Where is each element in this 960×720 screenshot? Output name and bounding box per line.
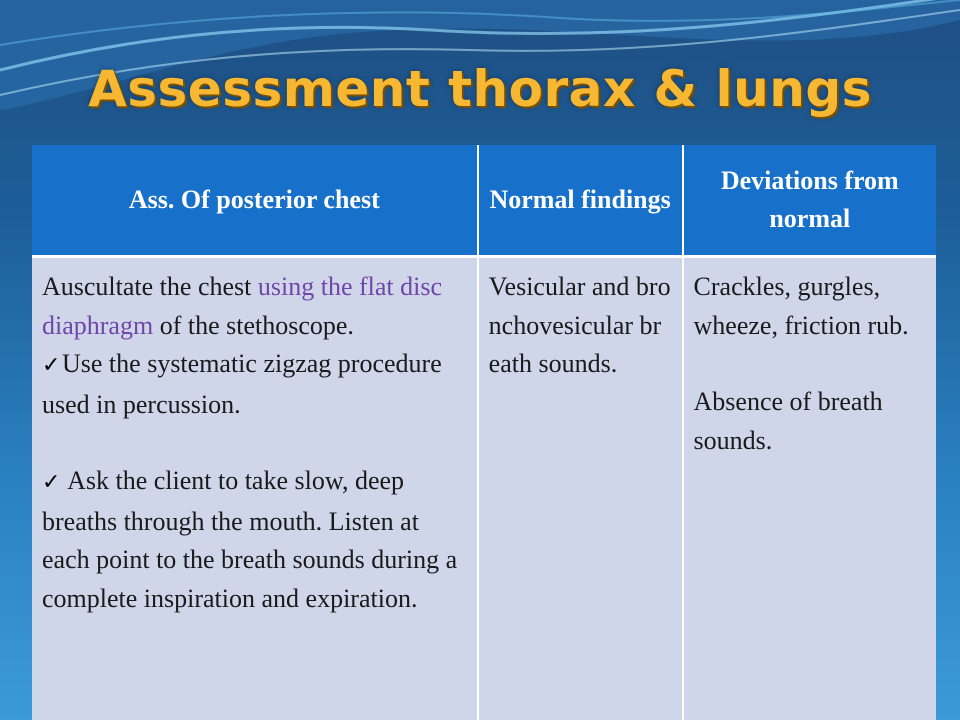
check-icon: ✓ (42, 470, 61, 495)
cell-deviations (683, 257, 936, 720)
intro-text-a: Auscultate the chest (42, 272, 258, 301)
intro-highlight: using the flat disc diaphragm (42, 272, 443, 340)
table-header-row (32, 145, 936, 257)
cell-procedure (32, 257, 478, 720)
procedure-step-zigzag (42, 345, 467, 424)
intro-text-b: of the stethoscope. (153, 310, 354, 340)
header-posterior-chest: Ass. Of posterior chest (32, 145, 478, 257)
normal-finding-text: Vesicular and bronchovesicular breath sounds. (488, 272, 671, 378)
check-icon: ✓ (42, 353, 61, 378)
procedure-step-breaths (42, 462, 467, 618)
spacer (42, 424, 467, 462)
header-deviations: Deviations from normal (683, 145, 936, 257)
table-row (32, 257, 936, 720)
spacer (694, 345, 926, 383)
step-zigzag-text: Use the systematic zigzag procedure used in percussion. (42, 349, 442, 419)
step-breaths-text: Ask the client to take slow, deep breaths through the mouth. Listen at each point to the breath sounds during a complete inspiration and expiration. (42, 466, 458, 613)
assessment-table (32, 145, 936, 720)
header-normal-findings: Normal findings (478, 145, 683, 257)
deviation-crackles: Crackles, gurgles, wheeze, friction rub. (693, 272, 909, 340)
cell-normal-findings (478, 257, 683, 720)
slide-title: Assessment thorax & lungs (88, 60, 872, 118)
deviation-absence: Absence of breath sounds. (693, 387, 883, 455)
procedure-intro (42, 268, 467, 345)
